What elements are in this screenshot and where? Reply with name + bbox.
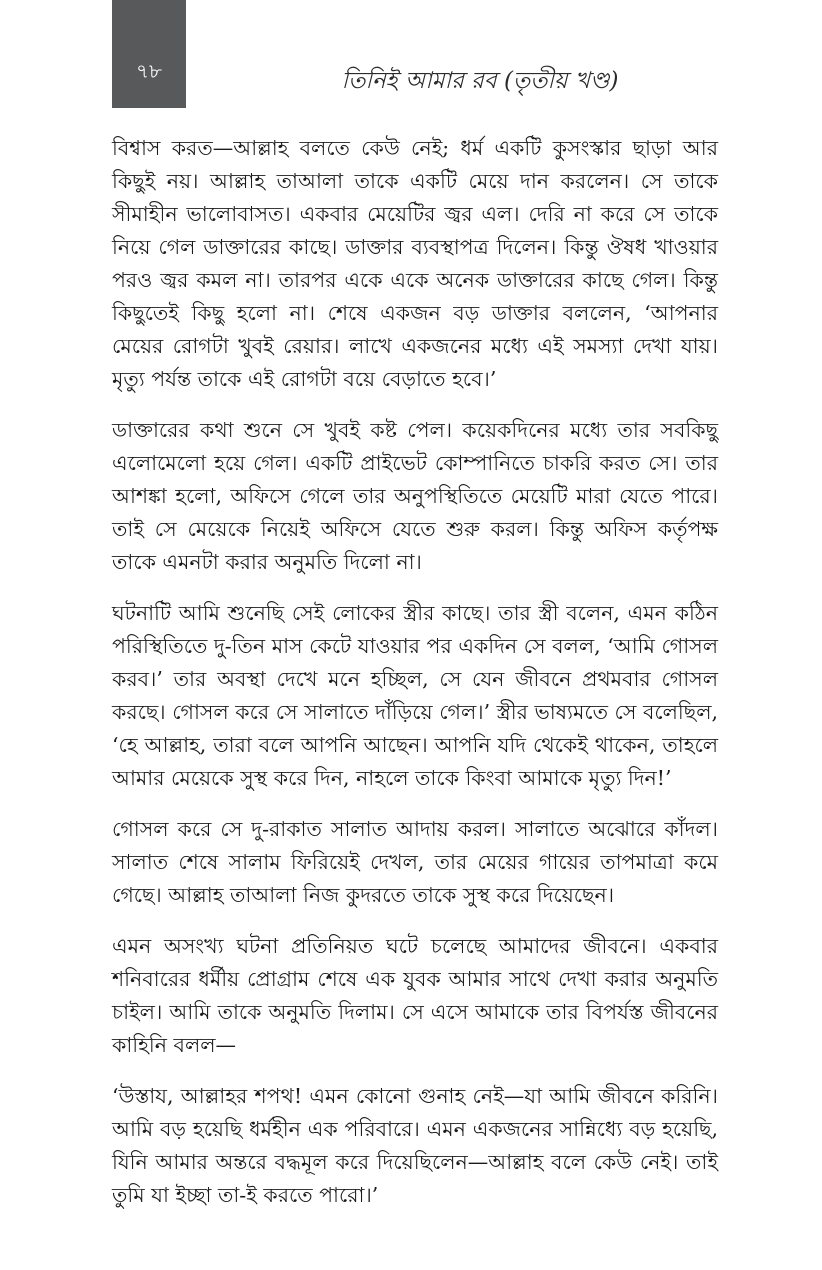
page-number-tab xyxy=(112,0,186,108)
body-text xyxy=(112,132,718,1230)
paragraph-2: ডাক্তারের কথা শুনে সে খুবই কষ্ট পেল। কয়েকদিনের মধ্যে তার সবকিছু এলোমেলো হয়ে গেল। একটি প্রাইভেট কোম্পানিতে চাকরি করত সে। তার আশঙ্কা হলো, অফিসে গেলে তার অনুপস্থিতিতে মেয়েটি মারা যেতে পারে। তাই সে মেয়েকে নিয়েই অফিসে যেতে শুরু করল। কিন্তু অফিস কর্তৃপক্ষ তাকে এমনটা করার অনুমতি দিলো না। xyxy=(112,418,718,574)
paragraph-4: গোসল করে সে দু-রাকাত সালাত আদায় করল। সালাতে অঝোরে কাঁদল। সালাত শেষে সালাম ফিরিয়েই দেখল, তার মেয়ের গায়ের তাপমাত্রা কমে গেছে। আল্লাহ তাআলা নিজ কুদরতে তাকে সুস্থ করে দিয়েছেন। xyxy=(112,817,718,907)
paragraph-6: ‘উস্তায, আল্লাহর শপথ! এমন কোনো গুনাহ নেই—যা আমি জীবনে করিনি। আমি বড় হয়েছি ধর্মহীন এক পরিবারে। এমন একজনের সান্নিধ্যে বড় হয়েছি, যিনি আমার অন্তরে বদ্ধমূল করে দিয়েছিলেন—আল্লাহ বলে কেউ নেই। তাই তুমি যা ইচ্ছা তা-ই করতে পারো।’ xyxy=(112,1084,718,1207)
paragraph-1: বিশ্বাস করত—আল্লাহ বলতে কেউ নেই; ধর্ম একটি কুসংস্কার ছাড়া আর কিছুই নয়। আল্লাহ তাআলা তাকে একটি মেয়ে দান করলেন। সে তাকে সীমাহীন ভালোবাসত। একবার মেয়েটির জ্বর এল। দেরি না করে সে তাকে নিয়ে গেল ডাক্তারের কাছে। ডাক্তার ব্যবস্থাপত্র দিলেন। কিন্তু ঔষধ খাওয়ার পরও জ্বর কমল না। তারপর একে একে অনেক ডাক্তারের কাছে গেল। কিন্তু কিছুতেই কিছু হলো না। শেষে একজন বড় ডাক্তার বললেন, ‘আপনার মেয়ের রোগটা খুবই রেয়ার। লাখে একজনের মধ্যে এই সমস্যা দেখা যায়। মৃত্যু পর্যন্ত তাকে এই রোগটা বয়ে বেড়াতে হবে।’ xyxy=(112,136,718,391)
paragraph-5: এমন অসংখ্য ঘটনা প্রতিনিয়ত ঘটে চলেছে আমাদের জীবনে। একবার শনিবারের ধর্মীয় প্রোগ্রাম শেষে এক যুবক আমার সাথে দেখা করার অনুমতি চাইল। আমি তাকে অনুমতি দিলাম। সে এসে আমাকে তার বিপর্যস্ত জীবনের কাহিনি বলল— xyxy=(112,934,718,1057)
running-header-title: তিনিই আমার রব (তৃতীয় খণ্ড) xyxy=(341,68,619,94)
page-number: ৭৮ xyxy=(136,59,162,83)
paragraph-3: ঘটনাটি আমি শুনেছি সেই লোকের স্ত্রীর কাছে। তার স্ত্রী বলেন, এমন কঠিন পরিস্থিতিতে দু-তিন মাস কেটে যাওয়ার পর একদিন সে বলল, ‘আমি গোসল করব।’ তার অবস্থা দেখে মনে হচ্ছিল, সে যেন জীবনে প্রথমবার গোসল করছে। গোসল করে সে সালাতে দাঁড়িয়ে গেল।’ স্ত্রীর ভাষ্যমতে সে বলেছিল, ‘হে আল্লাহ, তারা বলে আপনি আছেন। আপনি যদি থেকেই থাকেন, তাহলে আমার মেয়েকে সুস্থ করে দিন, নাহলে তাকে কিংবা আমাকে মৃত্যু দিন!’ xyxy=(112,601,718,790)
